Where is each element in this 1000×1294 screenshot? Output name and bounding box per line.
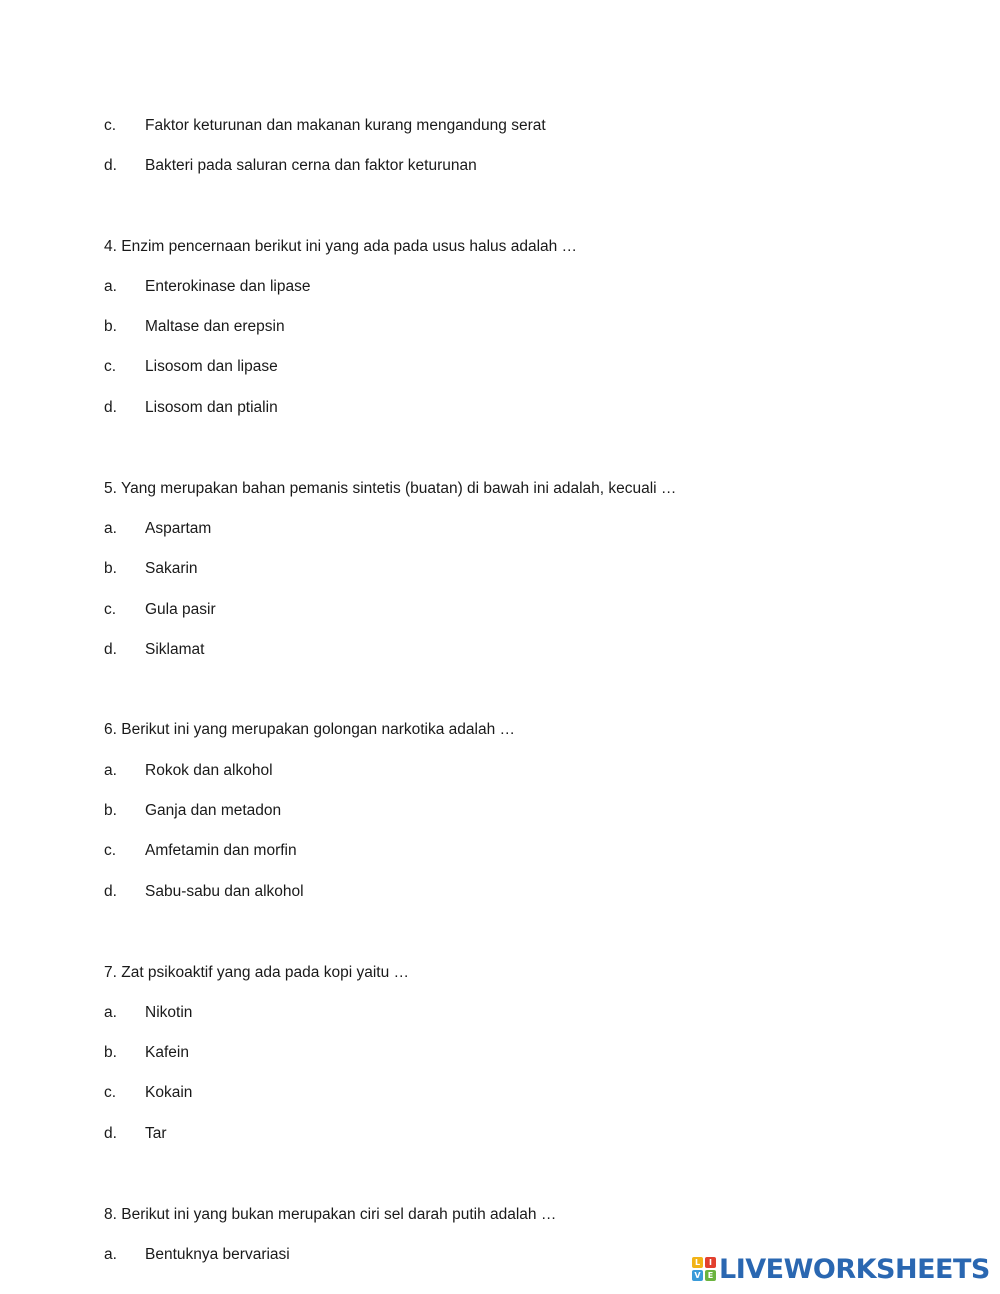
answer-option <box>104 398 278 418</box>
answer-option <box>104 640 204 660</box>
option-text: Bakteri pada saluran cerna dan faktor keturunan <box>145 157 477 174</box>
question-text: 6. Berikut ini yang merupakan golongan narkotika adalah … <box>104 721 516 738</box>
option-text: Siklamat <box>145 641 205 658</box>
option-letter: c. <box>104 601 117 618</box>
option-text: Aspartam <box>145 520 212 537</box>
option-letter: b. <box>104 1044 117 1061</box>
option-letter: a. <box>104 762 117 779</box>
option-letter: d. <box>104 641 117 658</box>
logo-mark-l: L <box>692 1257 703 1268</box>
option-letter: c. <box>104 842 117 859</box>
option-letter: c. <box>104 117 117 134</box>
option-letter: b. <box>104 318 117 335</box>
option-text: Maltase dan erepsin <box>145 318 285 335</box>
option-letter: a. <box>104 1004 117 1021</box>
answer-option <box>104 801 281 821</box>
answer-option <box>104 559 198 579</box>
answer-option <box>104 317 285 337</box>
option-text: Kafein <box>145 1044 189 1061</box>
option-text: Rokok dan alkohol <box>145 762 273 779</box>
answer-option <box>104 1124 167 1144</box>
option-letter: d. <box>104 1125 117 1142</box>
logo-mark-v: V <box>692 1270 703 1281</box>
answer-option <box>104 1083 192 1103</box>
option-text: Tar <box>145 1125 167 1142</box>
option-letter: b. <box>104 560 117 577</box>
option-text: Amfetamin dan morfin <box>145 842 297 859</box>
option-letter: d. <box>104 157 117 174</box>
liveworksheets-logo <box>692 1253 990 1285</box>
answer-option <box>104 156 477 176</box>
answer-option <box>104 882 304 902</box>
logo-mark-i: I <box>705 1257 716 1268</box>
option-letter: c. <box>104 358 117 375</box>
question-text: 7. Zat psikoaktif yang ada pada kopi yaitu … <box>104 964 410 981</box>
option-letter: c. <box>104 1084 117 1101</box>
option-text: Bentuknya bervariasi <box>145 1246 290 1263</box>
logo-mark-e: E <box>705 1270 716 1281</box>
option-text: Sakarin <box>145 560 198 577</box>
option-text: Enterokinase dan lipase <box>145 278 311 295</box>
option-letter: a. <box>104 1246 117 1263</box>
answer-option <box>104 841 297 861</box>
answer-option <box>104 1245 290 1265</box>
question-text: 8. Berikut ini yang bukan merupakan ciri sel darah putih adalah … <box>104 1206 557 1223</box>
option-text: Lisosom dan ptialin <box>145 399 278 416</box>
logo-wordmark: LIVEWORKSHEETS <box>719 1253 990 1285</box>
question-text: 5. Yang merupakan bahan pemanis sintetis (buatan) di bawah ini adalah, kecuali … <box>104 480 677 497</box>
option-text: Gula pasir <box>145 601 216 618</box>
answer-option <box>104 1043 189 1063</box>
answer-option <box>104 761 273 781</box>
option-letter: d. <box>104 399 117 416</box>
answer-option <box>104 600 216 620</box>
option-text: Ganja dan metadon <box>145 802 282 819</box>
question-text: 4. Enzim pencernaan berikut ini yang ada pada usus halus adalah … <box>104 238 578 255</box>
answer-option <box>104 357 278 377</box>
option-letter: a. <box>104 520 117 537</box>
option-letter: b. <box>104 802 117 819</box>
answer-option <box>104 1003 192 1023</box>
option-text: Lisosom dan lipase <box>145 358 278 375</box>
option-text: Faktor keturunan dan makanan kurang mengandung serat <box>145 117 546 134</box>
liveworksheets-logo-icon <box>692 1257 716 1281</box>
option-text: Kokain <box>145 1084 193 1101</box>
answer-option <box>104 116 546 136</box>
option-letter: d. <box>104 883 117 900</box>
option-text: Sabu-sabu dan alkohol <box>145 883 304 900</box>
option-text: Nikotin <box>145 1004 193 1021</box>
answer-option <box>104 519 211 539</box>
answer-option <box>104 277 310 297</box>
option-letter: a. <box>104 278 117 295</box>
